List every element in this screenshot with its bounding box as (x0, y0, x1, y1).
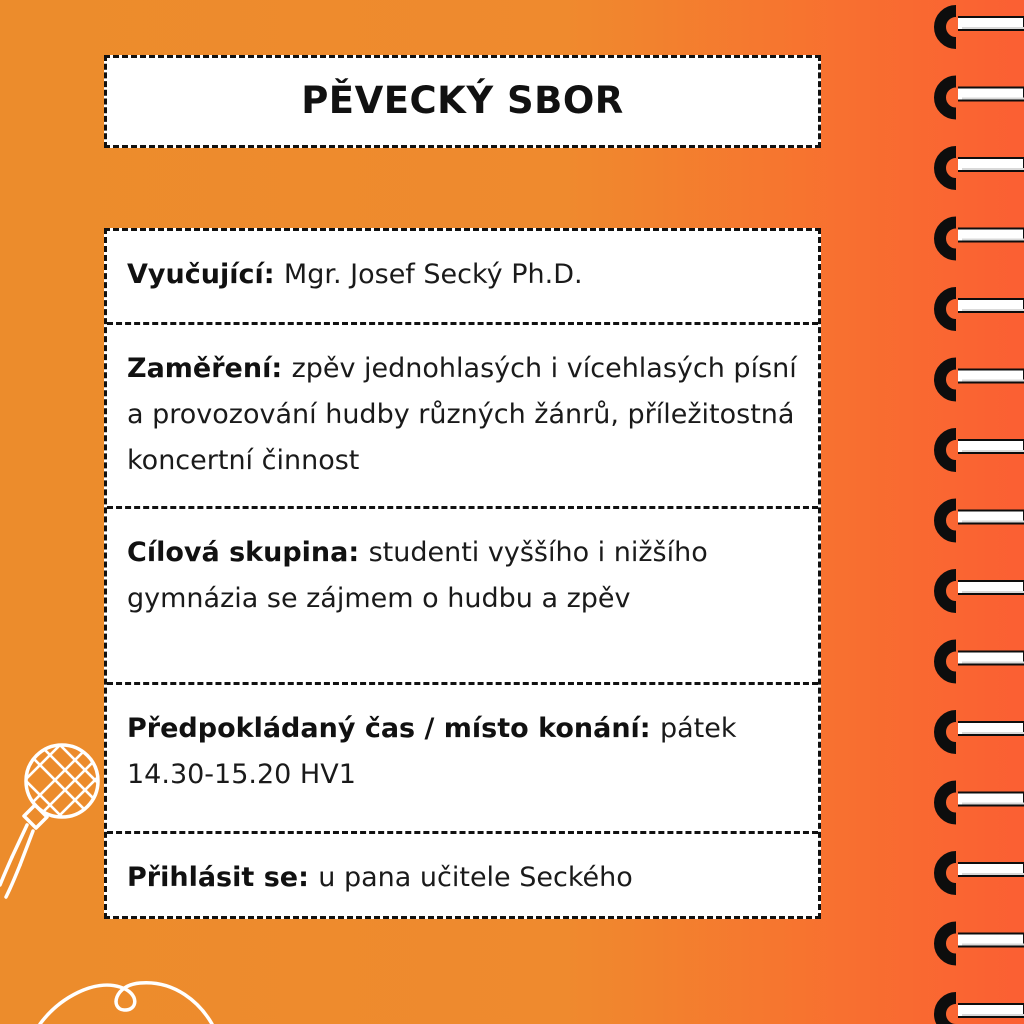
signup-label: Přihlásit se: (127, 862, 309, 893)
spiral-ring (940, 82, 1024, 114)
focus-label: Zaměření: (127, 353, 283, 384)
focus-row (107, 322, 818, 506)
teacher-label: Vyučující: (127, 259, 275, 290)
time-place-label: Předpokládaný čas / místo konání: (127, 713, 651, 744)
page-title: PĚVECKÝ SBOR (301, 79, 624, 122)
signup-value: u pana učitele Seckého (318, 862, 633, 893)
time-place-value: pátek 14.30-15.20 HV1 (127, 713, 737, 790)
spiral-ring (940, 998, 1024, 1024)
target-group-value: studenti vyššího i nižšího gymnázia se zájmem o hudbu a zpěv (127, 537, 708, 614)
teacher-row (107, 231, 818, 322)
teacher-value: Mgr. Josef Secký Ph.D. (283, 259, 583, 290)
spiral-ring (940, 716, 1024, 748)
target-group-row (107, 506, 818, 682)
title-box (104, 55, 821, 148)
spiral-ring (940, 11, 1024, 43)
spiral-ring (940, 505, 1024, 537)
spiral-ring (940, 857, 1024, 889)
spiral-ring (940, 575, 1024, 607)
spiral-ring (940, 293, 1024, 325)
spiral-ring (940, 928, 1024, 960)
spiral-ring (940, 223, 1024, 255)
spiral-binding-icon (914, 0, 1024, 1024)
spiral-ring (940, 152, 1024, 184)
spiral-ring (940, 646, 1024, 678)
focus-value: zpěv jednohlasých i vícehlasých písní a provozování hudby různých žánrů, příležitostná koncertní činnost (127, 353, 797, 476)
spiral-ring (940, 787, 1024, 819)
spiral-ring (940, 364, 1024, 396)
spiral-ring (940, 434, 1024, 466)
microphone-icon (0, 735, 230, 1024)
target-group-label: Cílová skupina: (127, 537, 360, 568)
